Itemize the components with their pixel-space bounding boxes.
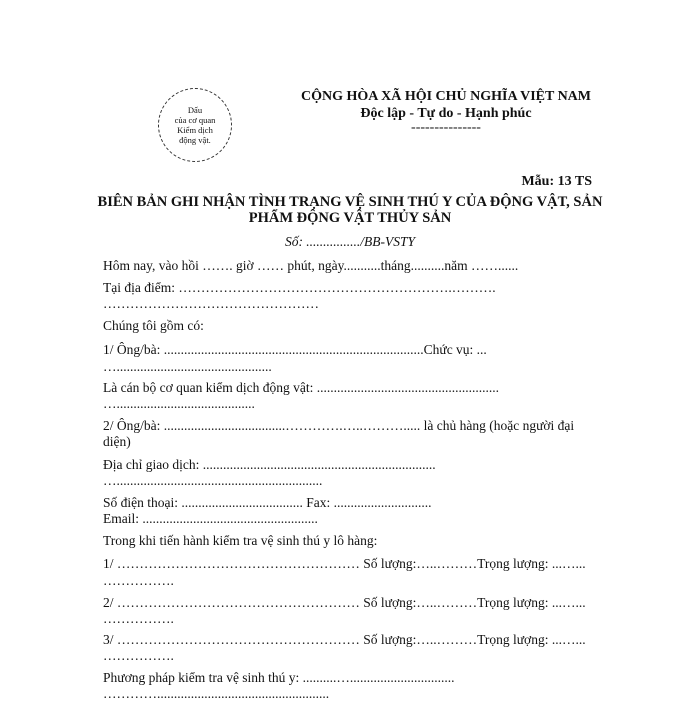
official-stamp (158, 88, 232, 162)
inspector-continuation: …......................................... (103, 396, 255, 411)
inspection-heading: Trong khi tiến hành kiểm tra vệ sinh thú y lô hàng: (103, 533, 378, 548)
shipment-item-3: 3/ ……………………………………………… Số lượng:…..………Trọng lượng: ...…... (103, 632, 586, 647)
document-title-line-2: PHẨM ĐỘNG VẬT THỦY SẢN (248, 210, 452, 226)
shipment-item-1-continuation: ……………. (103, 573, 174, 588)
inspection-method-continuation: …………................................................... (103, 686, 330, 701)
stamp-text-4: động vật. (179, 135, 211, 145)
stamp-text-3: Kiểm dịch (177, 125, 213, 135)
stamp-text-1: Dấu (187, 105, 203, 115)
participant-1-continuation: ….............................................. (103, 359, 272, 374)
location-line: Tại địa điểm: …………………………………………………….………. (103, 280, 496, 295)
inspection-method-line: Phương pháp kiểm tra vệ sinh thú y: ..........…............................... (103, 670, 455, 685)
participant-2-line: 2/ Ông/bà: ....................................………….…..………..... là chủ hàng (hoặc người đại (103, 418, 575, 433)
shipment-item-2: 2/ ……………………………………………… Số lượng:…..………Trọng lượng: ...…... (103, 595, 586, 610)
shipment-item-1: 1/ ……………………………………………… Số lượng:…..………Trọng lượng: ...…... (103, 556, 586, 571)
country-name: CỘNG HÒA XÃ HỘI CHỦ NGHĨA VIỆT NAM (300, 89, 591, 104)
participants-heading: Chúng tôi gồm có: (103, 318, 204, 333)
date-time-line: Hôm nay, vào hồi ……. giờ …… phút, ngày...........tháng..........năm ……...... (103, 258, 519, 273)
stamp-text-2: của cơ quan (174, 115, 216, 125)
participant-2-continuation: diện) (103, 434, 131, 449)
shipment-item-2-continuation: ……………. (103, 611, 174, 626)
shipment-item-3-continuation: ……………. (103, 648, 174, 663)
inspector-line: Là cán bộ cơ quan kiểm dịch động vật: ...................................................... (103, 380, 499, 395)
participant-1-line: 1/ Ông/bà: .............................................................................Chức vụ: ... (103, 342, 487, 357)
phone-fax-line: Số điện thoại: .................................... Fax: ............................. (103, 495, 432, 510)
document-number: Số: ................/BB-VSTY (284, 234, 416, 249)
address-line: Địa chỉ giao dịch: ..................................................................... (103, 457, 436, 472)
email-line: Email: .................................................... (103, 511, 318, 526)
address-continuation: …............................................................. (103, 473, 323, 488)
header-divider: --------------- (411, 120, 481, 135)
document-title-line-1: BIÊN BẢN GHI NHẬN TÌNH TRẠNG VỆ SINH THÚ Y CỦA ĐỘNG VẬT, SẢN (97, 194, 603, 210)
motto: Độc lập - Tự do - Hạnh phúc (360, 106, 532, 121)
location-continuation: ………………………………………… (103, 296, 319, 311)
form-code: Mẫu: 13 TS (521, 174, 592, 189)
